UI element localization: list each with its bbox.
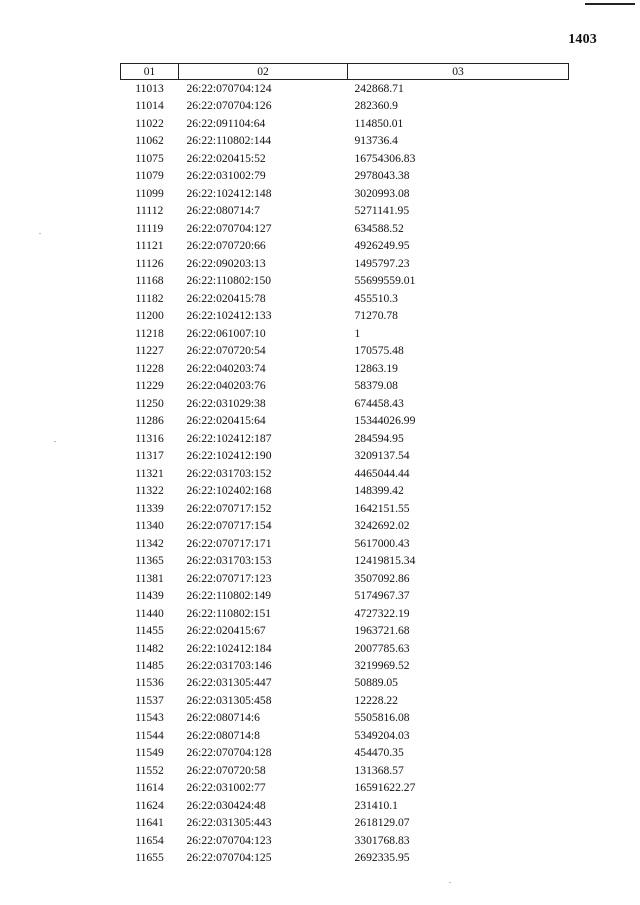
table-cell: 16754306.83 xyxy=(354,151,416,165)
table-cell: 26:22:040203:76 xyxy=(186,379,266,393)
table-cell: 12419815.34 xyxy=(354,554,416,568)
table-row xyxy=(121,115,569,132)
table-cell: 11340 xyxy=(135,519,164,533)
table-cell: 11317 xyxy=(135,449,164,463)
table-cell: 11641 xyxy=(135,816,164,830)
table-cell: 11482 xyxy=(135,641,164,655)
table-cell: 26:22:102412:184 xyxy=(186,641,272,655)
table-cell: 11365 xyxy=(135,554,164,568)
table-cell: 58379.08 xyxy=(354,379,398,393)
table-row xyxy=(121,185,569,202)
table-cell: 26:22:080714:8 xyxy=(186,728,260,742)
table-row xyxy=(121,640,569,657)
table-cell: 26:22:031703:152 xyxy=(186,466,272,480)
table-row xyxy=(121,132,569,149)
table-cell: 26:22:061007:10 xyxy=(186,326,266,340)
table-cell: 26:22:102412:187 xyxy=(186,431,272,445)
table-cell: 26:22:020415:78 xyxy=(186,291,266,305)
table-cell: 26:22:080714:6 xyxy=(186,711,260,725)
table-cell: 11654 xyxy=(135,833,164,847)
table-cell: 455510.3 xyxy=(354,291,398,305)
table-cell: 15344026.99 xyxy=(354,414,416,428)
table-cell: 26:22:102412:190 xyxy=(186,449,272,463)
table-cell: 913736.4 xyxy=(354,134,398,148)
table-row xyxy=(121,150,569,167)
table-cell: 5349204.03 xyxy=(354,728,410,742)
table-cell: 282360.9 xyxy=(354,99,398,113)
table-cell: 11549 xyxy=(135,746,164,760)
table-cell: 11439 xyxy=(135,589,164,603)
table-cell: 11614 xyxy=(135,781,164,795)
table-cell: 148399.42 xyxy=(354,484,404,498)
table-cell: 26:22:080714:7 xyxy=(186,204,260,218)
table-row xyxy=(121,307,569,324)
table-cell: 2692335.95 xyxy=(354,851,410,865)
table-row xyxy=(121,272,569,289)
table-cell: 11624 xyxy=(135,798,164,812)
table-row xyxy=(121,500,569,517)
table-row xyxy=(121,605,569,622)
table-cell: 26:22:070704:123 xyxy=(186,833,272,847)
table-cell: 26:22:031029:38 xyxy=(186,396,266,410)
table-cell: 16591622.27 xyxy=(354,781,416,795)
table-cell: 3242692.02 xyxy=(354,519,410,533)
table-cell: 26:22:110802:149 xyxy=(186,589,272,603)
table-cell: 284594.95 xyxy=(354,431,404,445)
table-cell: 26:22:070704:128 xyxy=(186,746,272,760)
table-cell: 26:22:020415:64 xyxy=(186,414,266,428)
table-cell: 2618129.07 xyxy=(354,816,410,830)
table-row xyxy=(121,377,569,394)
table-cell: 26:22:102402:168 xyxy=(186,484,272,498)
table-row xyxy=(121,674,569,691)
table-row xyxy=(121,342,569,359)
table-cell: 11381 xyxy=(135,571,164,585)
table-cell: 4727322.19 xyxy=(354,606,410,620)
table-row xyxy=(121,727,569,744)
table-cell: 11544 xyxy=(135,728,164,742)
table-cell: 26:22:110802:144 xyxy=(186,134,272,148)
table-row xyxy=(121,814,569,831)
table-cell: 4465044.44 xyxy=(354,466,410,480)
table-cell: 12863.19 xyxy=(354,361,398,375)
table-cell: 11121 xyxy=(135,239,164,253)
table-cell: 11075 xyxy=(135,151,164,165)
table-cell: 674458.43 xyxy=(354,396,404,410)
table-row xyxy=(121,779,569,796)
table-row xyxy=(121,465,569,482)
table-row xyxy=(121,797,569,814)
table-cell: 5174967.37 xyxy=(354,589,410,603)
table-row xyxy=(121,552,569,569)
table-cell: 131368.57 xyxy=(354,763,404,777)
table-row xyxy=(121,237,569,254)
table-cell: 26:22:070704:126 xyxy=(186,99,272,113)
table-cell: 1 xyxy=(354,326,361,340)
table-cell: 26:22:070704:127 xyxy=(186,221,272,235)
table-cell: 11079 xyxy=(135,169,164,183)
table-cell: 11099 xyxy=(135,186,164,200)
table-cell: 634588.52 xyxy=(354,221,404,235)
table-cell: 11014 xyxy=(135,99,164,113)
table-cell: 11321 xyxy=(135,466,164,480)
table-cell: 50889.05 xyxy=(354,676,398,690)
table-header-row xyxy=(121,64,569,80)
table-cell: 11339 xyxy=(135,501,164,515)
table-row xyxy=(121,220,569,237)
table-row xyxy=(121,535,569,552)
table-cell: 11543 xyxy=(135,711,164,725)
table-cell: 11126 xyxy=(135,256,164,270)
table-row xyxy=(121,255,569,272)
table-row xyxy=(121,849,569,866)
table-row xyxy=(121,395,569,412)
table-cell: 231410.1 xyxy=(354,798,398,812)
table-cell: 11322 xyxy=(135,484,164,498)
table-cell: 11168 xyxy=(135,274,164,288)
table-cell: 26:22:070717:123 xyxy=(186,571,272,585)
table-cell: 26:22:090203:13 xyxy=(186,256,266,270)
table-cell: 3020993.08 xyxy=(354,186,410,200)
table-cell: 11227 xyxy=(135,344,164,358)
table-row xyxy=(121,622,569,639)
table-cell: 26:22:031703:146 xyxy=(186,658,272,672)
table-cell: 11455 xyxy=(135,624,164,638)
table-cell: 26:22:070720:66 xyxy=(186,239,266,253)
table-cell: 26:22:020415:52 xyxy=(186,151,266,165)
table-cell: 2007785.63 xyxy=(354,641,410,655)
table-cell: 11485 xyxy=(135,658,164,672)
table-cell: 11112 xyxy=(135,204,164,218)
table-cell: 11200 xyxy=(135,309,164,323)
scan-speck xyxy=(449,882,451,883)
table-cell: 26:22:040203:74 xyxy=(186,361,266,375)
data-table xyxy=(120,63,569,867)
table-row xyxy=(121,709,569,726)
table-row xyxy=(121,325,569,342)
table-row xyxy=(121,447,569,464)
table-cell: 11552 xyxy=(135,763,164,777)
table-cell: 26:22:070704:124 xyxy=(186,82,272,95)
table-cell: 11342 xyxy=(135,536,164,550)
table-cell: 26:22:031002:77 xyxy=(186,781,266,795)
table-cell: 11250 xyxy=(135,396,164,410)
table-cell: 3209137.54 xyxy=(354,449,410,463)
table-cell: 26:22:110802:150 xyxy=(186,274,272,288)
table-cell: 242868.71 xyxy=(354,82,404,95)
table-cell: 26:22:070720:54 xyxy=(186,344,266,358)
column-header: 02 xyxy=(179,64,348,80)
table-row xyxy=(121,360,569,377)
table-cell: 3219969.52 xyxy=(354,658,410,672)
table-cell: 11440 xyxy=(135,606,164,620)
table-body xyxy=(121,80,569,867)
table-cell: 11022 xyxy=(135,116,164,130)
table-cell: 1642151.55 xyxy=(354,501,410,515)
table-row xyxy=(121,202,569,219)
table-row xyxy=(121,97,569,114)
table-cell: 26:22:110802:151 xyxy=(186,606,272,620)
table-row xyxy=(121,657,569,674)
table-cell: 11228 xyxy=(135,361,164,375)
table-cell: 55699559.01 xyxy=(354,274,416,288)
table-row xyxy=(121,744,569,761)
table-cell: 454470.35 xyxy=(354,746,404,760)
table-cell: 4926249.95 xyxy=(354,239,410,253)
table-cell: 11218 xyxy=(135,326,164,340)
scan-speck xyxy=(39,233,41,234)
table-cell: 170575.48 xyxy=(354,344,404,358)
table-cell: 26:22:020415:67 xyxy=(186,624,266,638)
table-cell: 1495797.23 xyxy=(354,256,410,270)
table-cell: 11182 xyxy=(135,291,164,305)
table-cell: 26:22:102412:133 xyxy=(186,309,272,323)
table-cell: 26:22:070704:125 xyxy=(186,851,272,865)
table-cell: 11286 xyxy=(135,414,164,428)
table-cell: 3301768.83 xyxy=(354,833,410,847)
table-row xyxy=(121,412,569,429)
table-row xyxy=(121,762,569,779)
page-number: 1403 xyxy=(568,32,597,47)
table-row xyxy=(121,482,569,499)
table-row xyxy=(121,692,569,709)
table-cell: 1963721.68 xyxy=(354,624,410,638)
table-row xyxy=(121,430,569,447)
table-cell: 11536 xyxy=(135,676,164,690)
column-header: 03 xyxy=(348,64,569,80)
table-row xyxy=(121,290,569,307)
table-row xyxy=(121,517,569,534)
table-cell: 11013 xyxy=(135,82,164,95)
table-cell: 26:22:031305:447 xyxy=(186,676,272,690)
table-cell: 11229 xyxy=(135,379,164,393)
table-cell: 26:22:031002:79 xyxy=(186,169,266,183)
table-cell: 26:22:030424:48 xyxy=(186,798,266,812)
table-cell: 3507092.86 xyxy=(354,571,410,585)
table-cell: 11655 xyxy=(135,851,164,865)
table-row xyxy=(121,80,569,98)
table-cell: 26:22:091104:64 xyxy=(186,116,266,130)
table-cell: 11537 xyxy=(135,693,164,707)
table-row xyxy=(121,167,569,184)
table-cell: 12228.22 xyxy=(354,693,398,707)
table-row xyxy=(121,832,569,849)
scan-speck xyxy=(54,441,56,442)
table-cell: 26:22:070717:154 xyxy=(186,519,272,533)
table-cell: 26:22:031305:443 xyxy=(186,816,272,830)
table-cell: 26:22:031703:153 xyxy=(186,554,272,568)
column-header: 01 xyxy=(121,64,179,80)
table-cell: 26:22:070717:171 xyxy=(186,536,272,550)
table-cell: 11062 xyxy=(135,134,164,148)
table-cell: 11119 xyxy=(135,221,164,235)
table-cell: 5271141.95 xyxy=(354,204,410,218)
table-cell: 26:22:070720:58 xyxy=(186,763,266,777)
top-rule xyxy=(585,3,635,5)
table-row xyxy=(121,570,569,587)
table-row xyxy=(121,587,569,604)
table-cell: 26:22:102412:148 xyxy=(186,186,272,200)
table-cell: 11316 xyxy=(135,431,164,445)
table-cell: 26:22:031305:458 xyxy=(186,693,272,707)
table-cell: 114850.01 xyxy=(354,116,404,130)
table-cell: 2978043.38 xyxy=(354,169,410,183)
table-cell: 5617000.43 xyxy=(354,536,410,550)
table-cell: 71270.78 xyxy=(354,309,398,323)
table-cell: 26:22:070717:152 xyxy=(186,501,272,515)
table-cell: 5505816.08 xyxy=(354,711,410,725)
